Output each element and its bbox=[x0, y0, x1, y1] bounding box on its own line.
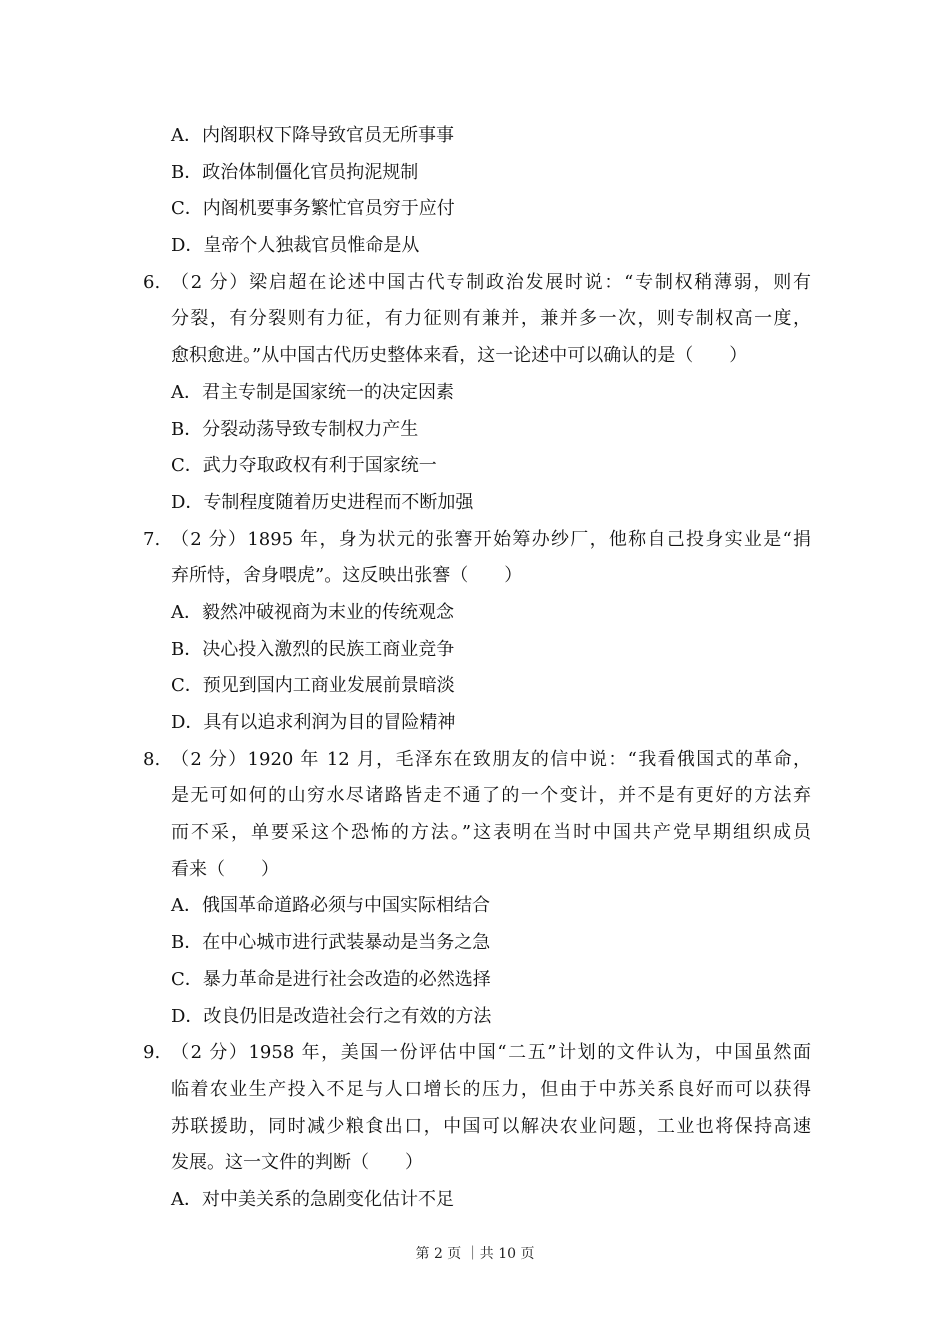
question-8-line-1 bbox=[143, 742, 811, 779]
option-8d: D．改良仍旧是改造社会行之有效的方法 bbox=[171, 1005, 492, 1027]
option-7b: B．决心投入激烈的民族工商业竞争 bbox=[171, 638, 455, 660]
question-stem-text: （2 分）1958 年，美国一份评估中国“二五”计划的文件认为，中国虽然面 bbox=[171, 1042, 811, 1064]
question-6-line-1 bbox=[143, 265, 811, 302]
question-5-options bbox=[143, 118, 811, 265]
question-9-line-3: 苏联援助，同时减少粮食出口，中国可以解决农业问题，工业也将保持高速 bbox=[171, 1115, 811, 1137]
question-stem-text: （2 分）1895 年，身为状元的张謇开始筹办纱厂，他称自己投身实业是“捐 bbox=[171, 528, 811, 550]
question-stem-text: （2 分）梁启超在论述中国古代专制政治发展时说：“专制权稍薄弱，则有 bbox=[171, 271, 811, 293]
option-8b: B．在中心城市进行武装暴动是当务之急 bbox=[171, 932, 491, 954]
question-number: 6. bbox=[143, 271, 161, 293]
option-6c: C．武力夺取政权有利于国家统一 bbox=[171, 455, 437, 477]
question-8-line-3: 而不采，单要采这个恐怖的方法。”这表明在当时中国共产党早期组织成员 bbox=[171, 822, 811, 844]
option-7d: D．具有以追求利润为目的冒险精神 bbox=[171, 712, 456, 733]
option-7a: A．毅然冲破视商为末业的传统观念 bbox=[171, 601, 454, 623]
option-5c: C．内阁机要事务繁忙官员穷于应付 bbox=[171, 198, 455, 220]
question-9 bbox=[143, 1035, 811, 1218]
option-5a: A．内阁职权下降导致官员无所事事 bbox=[171, 125, 454, 146]
option-6d: D．专制程度随着历史进程而不断加强 bbox=[171, 491, 474, 513]
question-8-line-2: 是无可如何的山穷水尽诸路皆走不通了的一个变计，并不是有更好的方法弃 bbox=[171, 785, 811, 807]
question-number: 9. bbox=[143, 1042, 161, 1064]
question-9-line-1 bbox=[143, 1035, 811, 1072]
question-7-line-2: 弃所恃，舍身喂虎”。这反映出张謇（ ） bbox=[171, 565, 523, 587]
question-6 bbox=[143, 265, 811, 522]
option-8c: C．暴力革命是进行社会改造的必然选择 bbox=[171, 968, 491, 990]
option-5d: D．皇帝个人独裁官员惟命是从 bbox=[171, 235, 420, 257]
question-6-line-3: 愈积愈进。”从中国古代历史整体来看，这一论述中可以确认的是（ ） bbox=[171, 345, 748, 367]
question-7-line-1 bbox=[143, 522, 811, 559]
question-9-line-4: 发展。这一文件的判断（ ） bbox=[171, 1152, 423, 1174]
page-content bbox=[143, 118, 811, 1219]
option-5b: B．政治体制僵化官员拘泥规制 bbox=[171, 161, 419, 183]
question-6-line-2: 分裂，有分裂则有力征，有力征则有兼并，兼并多一次，则专制权高一度， bbox=[171, 308, 811, 330]
question-8-line-4: 看来（ ） bbox=[171, 858, 279, 880]
question-number: 8. bbox=[143, 748, 161, 770]
option-6b: B．分裂动荡导致专制权力产生 bbox=[171, 418, 419, 440]
question-7 bbox=[143, 522, 811, 742]
question-9-line-2: 临着农业生产投入不足与人口增长的压力，但由于中苏关系良好而可以获得 bbox=[171, 1078, 811, 1100]
option-6a: A．君主专制是国家统一的决定因素 bbox=[171, 381, 454, 403]
option-9a: A．对中美关系的急剧变化估计不足 bbox=[171, 1188, 454, 1210]
option-8a: A．俄国革命道路必须与中国实际相结合 bbox=[171, 895, 490, 917]
option-7c: C．预见到国内工商业发展前景暗淡 bbox=[171, 675, 455, 697]
question-8 bbox=[143, 742, 811, 1036]
page-footer: 第 2 页 ｜共 10 页 bbox=[415, 1246, 535, 1262]
question-number: 7. bbox=[143, 528, 161, 550]
question-stem-text: （2 分）1920 年 12 月，毛泽东在致朋友的信中说：“我看俄国式的革命， bbox=[171, 748, 811, 770]
